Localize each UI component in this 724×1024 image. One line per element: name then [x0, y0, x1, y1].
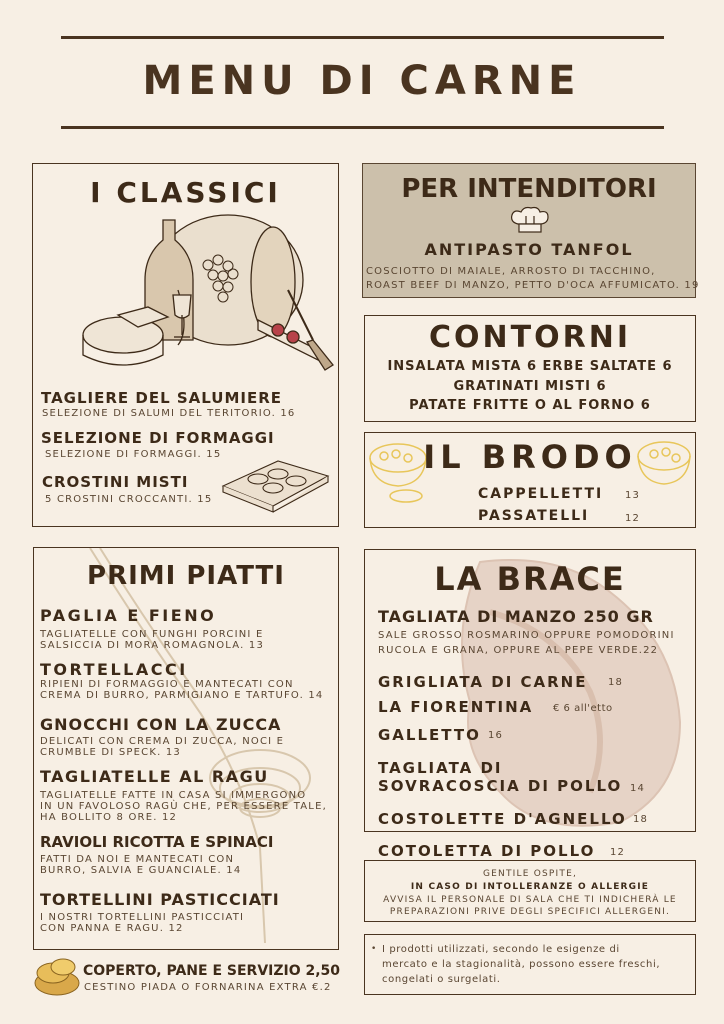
primi-item-desc: HA BOLLITO 8 ORE. 12	[40, 812, 178, 823]
salumi-illustration	[78, 210, 340, 380]
primi-item-name: TORTELLACCI	[40, 660, 188, 679]
primi-item-desc: FATTI DA NOI E MANTECATI CON	[40, 854, 235, 865]
brace-item-name: TAGLIATA DI	[378, 759, 503, 777]
menu-item-name: SELEZIONE DI FORMAGGI	[41, 429, 275, 447]
contorni-line-1: INSALATA MISTA 6 ERBE SALTATE 6	[387, 359, 673, 374]
top-rule	[61, 36, 664, 39]
antipasto-name: ANTIPASTO TANFOL	[424, 240, 634, 259]
brodo-item-price: 12	[625, 513, 641, 524]
primi-item-desc: IN UN FAVOLOSO RAGÙ CHE, PER ESSERE TALE,	[40, 801, 327, 812]
primi-item-name: GNOCCHI CON LA ZUCCA	[40, 715, 282, 734]
contorni-line-2: GRATINATI MISTI 6	[453, 379, 607, 394]
brace-item-price: 18	[608, 677, 624, 688]
primi-title: PRIMI PIATTI	[87, 561, 285, 591]
intenditori-title: PER INTENDITORI	[401, 174, 657, 204]
brodo-item-name: CAPPELLETTI	[478, 486, 604, 502]
primi-item-name: PAGLIA E FIENO	[40, 606, 217, 625]
primi-item-desc: CREMA DI BURRO, PARMIGIANO E TARTUFO. 14	[40, 690, 324, 701]
coperto-sub: CESTINO PIADA O FORNARINA EXTRA €.2	[84, 982, 332, 993]
primi-item-desc: I NOSTRI TORTELLINI PASTICCIATI	[40, 912, 245, 923]
primi-item-name: RAVIOLI RICOTTA E SPINACI	[40, 833, 274, 851]
brace-item-desc: RUCOLA E GRANA, OPPURE AL PEPE VERDE.22	[378, 645, 659, 656]
classici-title: I CLASSICI	[90, 176, 281, 209]
brace-item-price: 16	[488, 730, 504, 741]
chef-hat-icon	[508, 206, 552, 236]
menu-item-desc: SELEZIONE DI FORMAGGI. 15	[45, 449, 222, 460]
brace-item-price: 14	[630, 783, 646, 794]
page-title: MENU DI CARNE	[142, 58, 582, 104]
primi-item-name: TAGLIATELLE AL RAGU	[40, 767, 269, 786]
primi-item-desc: BURRO, SALVIA E GUANCIALE. 14	[40, 865, 242, 876]
brace-item-name: GRIGLIATA DI CARNE	[378, 673, 588, 691]
primi-item-desc: TAGLIATELLE CON FUNGHI PORCINI E	[40, 629, 264, 640]
menu-item-desc: SELEZIONE DI SALUMI DEL TERITORIO. 16	[42, 408, 296, 419]
menu-item-desc: 5 CROSTINI CROCCANTI. 15	[45, 494, 213, 505]
brace-item-price: € 6 all'etto	[553, 703, 613, 714]
antipasto-desc-1: COSCIOTTO DI MAIALE, ARROSTO DI TACCHINO,	[366, 266, 656, 277]
menu-item-name: CROSTINI MISTI	[42, 473, 189, 491]
allergie-line-4: PREPARAZIONI PRIVE DEGLI SPECIFICI ALLERGENI.	[389, 907, 671, 917]
brace-item-name: COSTOLETTE D'AGNELLO	[378, 810, 627, 828]
brace-item-desc: SALE GROSSO ROSMARINO OPPURE POMODORINI	[378, 630, 675, 641]
allergie-line-1: GENTILE OSPITE,	[482, 869, 578, 879]
menu-item-name: TAGLIERE DEL SALUMIERE	[41, 389, 283, 407]
primi-item-desc: RIPIENI DI FORMAGGIO E MANTECATI CON	[40, 679, 294, 690]
brodo-title: IL BRODO	[423, 438, 637, 476]
brace-title: LA BRACE	[434, 560, 626, 598]
brace-item-name: GALLETTO	[378, 726, 481, 744]
primi-item-desc: DELICATI CON CREMA DI ZUCCA, NOCI E	[40, 736, 285, 747]
brace-item-name: SOVRACOSCIA DI POLLO	[378, 777, 623, 795]
coperto-title: COPERTO, PANE E SERVIZIO 2,50	[83, 963, 341, 979]
brace-item-price: 18	[633, 814, 649, 825]
primi-item-desc: CON PANNA E RAGU. 12	[40, 923, 184, 934]
primi-item-name: TORTELLINI PASTICCIATI	[40, 890, 280, 909]
allergie-line-2: IN CASO DI INTOLLERANZE O ALLERGIE	[410, 882, 650, 892]
brodo-item-name: PASSATELLI	[478, 508, 590, 524]
primi-item-desc: SALSICCIA DI MORA ROMAGNOLA. 13	[40, 640, 265, 651]
brace-item-price: 12	[610, 847, 626, 858]
brace-item-name: TAGLIATA DI MANZO 250 GR	[378, 607, 654, 626]
primi-item-desc: CRUMBLE DI SPECK. 13	[40, 747, 181, 758]
bread-icon	[33, 953, 81, 999]
antipasto-desc-2: ROAST BEEF DI MANZO, PETTO D'OCA AFFUMICATO. 19	[366, 280, 700, 291]
brodo-item-price: 13	[625, 490, 641, 501]
brace-item-name: COTOLETTA DI POLLO	[378, 842, 596, 860]
allergie-line-3: AVVISA IL PERSONALE DI SALA CHE TI INDICHERÀ LE	[383, 895, 677, 905]
contorni-title: CONTORNI	[429, 320, 631, 355]
brace-item-name: LA FIORENTINA	[378, 698, 534, 716]
bullet-icon: •	[371, 944, 377, 954]
crostini-illustration	[218, 446, 330, 514]
note-line-3: congelati o surgelati.	[382, 974, 501, 985]
primi-item-desc: TAGLIATELLE FATTE IN CASA SI IMMERGONO	[40, 790, 307, 801]
note-line-1: I prodotti utilizzati, secondo le esigenze di	[382, 944, 620, 955]
note-line-2: mercato e la stagionalità, possono essere freschi,	[382, 959, 661, 970]
contorni-line-3: PATATE FRITTE O AL FORNO 6	[409, 398, 651, 413]
bottom-rule	[61, 126, 664, 129]
